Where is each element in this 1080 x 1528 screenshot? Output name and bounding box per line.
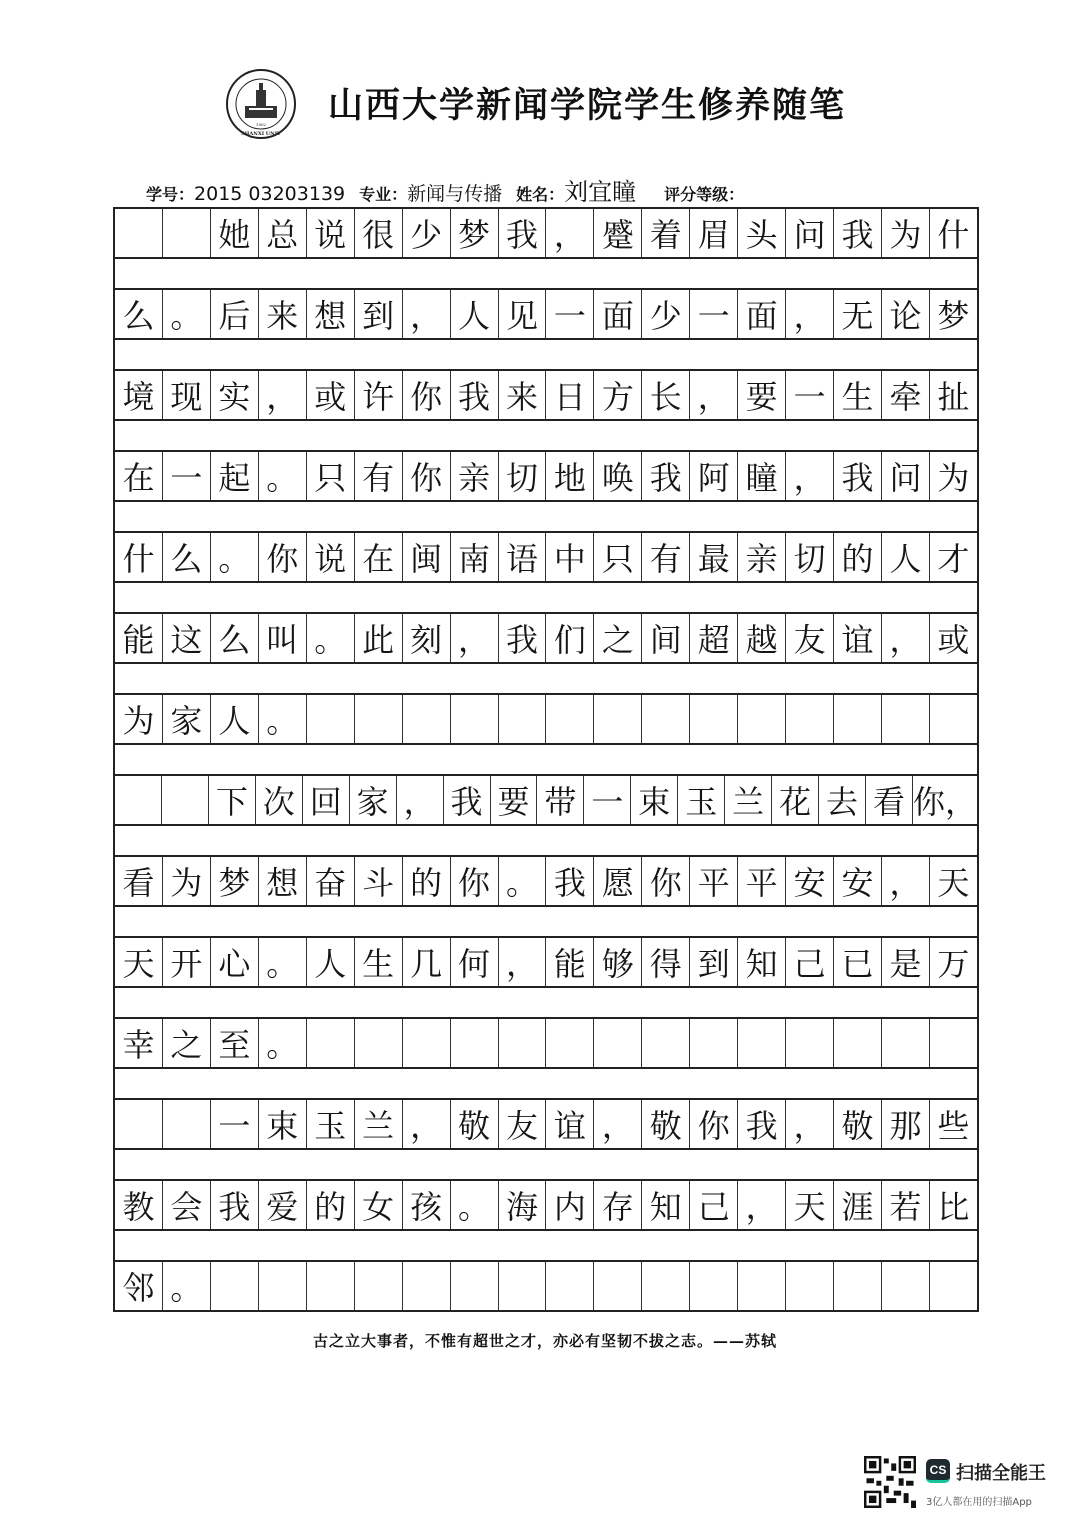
- grid-row: [115, 693, 977, 745]
- grid-cell: ，: [882, 614, 930, 662]
- grid-cell: 一: [163, 452, 211, 500]
- grid-cell: 们: [546, 614, 594, 662]
- grid-cell: 无: [834, 290, 882, 338]
- grid-cell: 平: [738, 857, 786, 905]
- grid-cell: [499, 1019, 547, 1067]
- grid-cell: 己: [786, 938, 834, 986]
- grid-cell: [259, 1262, 307, 1310]
- grid-row: [115, 1260, 977, 1312]
- grid-cell: 论: [882, 290, 930, 338]
- grid-cell: 实: [211, 371, 259, 419]
- grid-cell: [882, 1262, 930, 1310]
- grid-cell: 友: [499, 1100, 547, 1148]
- row-gap: [115, 907, 977, 936]
- university-seal-logo: [225, 68, 297, 140]
- grid-cell: [690, 1262, 738, 1310]
- grid-cell: 我: [499, 209, 547, 257]
- grid-cell: 够: [594, 938, 642, 986]
- grid-cell: [738, 695, 786, 743]
- grid-cell: 为: [937, 459, 970, 497]
- grid-cell: 。: [259, 452, 307, 500]
- grid-cell: 之: [163, 1019, 211, 1067]
- major-value: 新闻与传播: [407, 183, 503, 205]
- grid-row: [115, 1098, 977, 1150]
- grid-cell: 会: [163, 1181, 211, 1229]
- grid-cell: 少: [403, 209, 451, 257]
- grid-cell: [355, 1262, 403, 1310]
- grid-cell: [403, 695, 451, 743]
- grid-cell: 带: [537, 776, 584, 824]
- grid-cell: [163, 209, 211, 257]
- row-gap: [115, 1231, 977, 1260]
- grid-cell: ，: [397, 776, 444, 824]
- grid-cell: 生: [355, 938, 403, 986]
- grid-cell: [115, 776, 162, 824]
- grid-cell: 我: [642, 452, 690, 500]
- row-gap: [115, 745, 977, 774]
- grid-cell: 涯: [834, 1181, 882, 1229]
- grid-cell: 能: [115, 614, 163, 662]
- grid-cell: 海: [499, 1181, 547, 1229]
- grid-cell: [930, 1262, 977, 1310]
- grid-cell: 最: [690, 533, 738, 581]
- student-info-line: [146, 172, 744, 207]
- grid-cell: 我: [834, 209, 882, 257]
- grid-cell: 蹙: [594, 209, 642, 257]
- writing-grid: [113, 207, 979, 1312]
- grid-cell: 幸: [115, 1019, 163, 1067]
- grid-cell: 或: [307, 371, 355, 419]
- student-id-value: 2015 03203139: [194, 183, 346, 205]
- grid-cell: [882, 695, 930, 743]
- grid-cell: [163, 1100, 211, 1148]
- grid-cell: 斗: [355, 857, 403, 905]
- grid-cell: 人: [307, 938, 355, 986]
- grid-cell: 问: [882, 452, 930, 500]
- grid-cell: 比: [937, 1188, 970, 1226]
- grid-cell: 亲: [738, 533, 786, 581]
- grid-cell: 玉: [678, 776, 725, 824]
- grid-cell: 。: [163, 290, 211, 338]
- grid-cell: 能: [546, 938, 594, 986]
- grid-cell: 。: [259, 695, 307, 743]
- grid-cell: 要: [738, 371, 786, 419]
- grid-cell: ，: [690, 371, 738, 419]
- grid-cell: 我: [451, 371, 499, 419]
- grid-cell: 我: [211, 1181, 259, 1229]
- grid-cell: 玉: [307, 1100, 355, 1148]
- scanner-watermark: [864, 1456, 1046, 1508]
- grid-cell: 间: [642, 614, 690, 662]
- grid-cell: 平: [690, 857, 738, 905]
- grid-cell: 么: [211, 614, 259, 662]
- row-gap: [115, 1150, 977, 1179]
- grid-cell: ，: [594, 1100, 642, 1148]
- grid-cell: 你: [642, 857, 690, 905]
- grid-cell: 友: [786, 614, 834, 662]
- name-label: 姓名：: [516, 185, 565, 204]
- grid-cell: 为: [115, 695, 163, 743]
- grid-cell: [834, 695, 882, 743]
- grid-cell: 敬: [451, 1100, 499, 1148]
- row-gap: [115, 664, 977, 693]
- grid-cell: 些: [937, 1107, 970, 1145]
- grid-cell: [499, 1262, 547, 1310]
- grid-cell: 来: [259, 290, 307, 338]
- grid-cell: 一: [584, 776, 631, 824]
- grid-cell: 要: [491, 776, 538, 824]
- camscanner-logo-icon: CS: [926, 1459, 950, 1483]
- grid-cell: 见: [499, 290, 547, 338]
- grid-cell: 安: [786, 857, 834, 905]
- grid-row: [115, 531, 977, 583]
- grid-cell: 兰: [725, 776, 772, 824]
- grid-cell: 。: [451, 1181, 499, 1229]
- grid-cell: [786, 1019, 834, 1067]
- grid-cell: [403, 1262, 451, 1310]
- grid-row: [115, 612, 977, 664]
- grid-cell: [738, 1019, 786, 1067]
- grid-cell: [451, 695, 499, 743]
- grid-cell: 你: [403, 371, 451, 419]
- grid-cell: 我: [738, 1100, 786, 1148]
- grid-cell: [786, 1262, 834, 1310]
- grid-cell: [307, 1019, 355, 1067]
- grid-cell: [594, 1262, 642, 1310]
- grid-cell: 方: [594, 371, 642, 419]
- grid-cell: 刻: [403, 614, 451, 662]
- grid-cell: 开: [163, 938, 211, 986]
- grid-cell: 为: [882, 209, 930, 257]
- grid-cell: 到: [690, 938, 738, 986]
- grid-cell: 那: [882, 1100, 930, 1148]
- grid-cell: [738, 1262, 786, 1310]
- grid-cell: 谊: [546, 1100, 594, 1148]
- grid-cell: 你，: [912, 783, 977, 821]
- row-gap: [115, 826, 977, 855]
- grid-cell: 何: [451, 938, 499, 986]
- grid-cell: 兰: [355, 1100, 403, 1148]
- grid-cell: 闽: [403, 533, 451, 581]
- grid-cell: 只: [594, 533, 642, 581]
- grid-cell: [499, 695, 547, 743]
- grid-cell: ，: [738, 1181, 786, 1229]
- grid-cell: 么: [115, 290, 163, 338]
- grid-cell: 眉: [690, 209, 738, 257]
- grid-cell: 人: [882, 533, 930, 581]
- grid-cell: 看: [866, 776, 913, 824]
- grid-cell: [642, 1019, 690, 1067]
- grid-cell: ，: [882, 857, 930, 905]
- grid-cell: 来: [499, 371, 547, 419]
- grid-cell: 邻: [115, 1262, 163, 1310]
- grid-cell: 越: [738, 614, 786, 662]
- grid-cell: ，: [546, 209, 594, 257]
- grid-cell: [355, 1019, 403, 1067]
- grid-cell: 有: [355, 452, 403, 500]
- grid-cell: 奋: [307, 857, 355, 905]
- grid-cell: 梦: [451, 209, 499, 257]
- grid-cell: [451, 1019, 499, 1067]
- grid-cell: 天: [115, 938, 163, 986]
- grid-cell: 谊: [834, 614, 882, 662]
- grid-cell: 已: [834, 938, 882, 986]
- grid-cell: 只: [307, 452, 355, 500]
- grid-cell: 一: [786, 371, 834, 419]
- grid-cell: 面: [594, 290, 642, 338]
- grid-cell: 切: [499, 452, 547, 500]
- grid-cell: 下: [209, 776, 256, 824]
- grid-cell: 爱: [259, 1181, 307, 1229]
- grid-cell: 的: [307, 1181, 355, 1229]
- student-id-label: 学号：: [146, 185, 195, 204]
- grid-cell: 少: [642, 290, 690, 338]
- grid-row: [115, 450, 977, 502]
- grid-cell: [834, 1019, 882, 1067]
- grid-cell: 一: [546, 290, 594, 338]
- row-gap: [115, 259, 977, 288]
- grid-cell: [690, 1019, 738, 1067]
- grid-cell: 中: [546, 533, 594, 581]
- grid-cell: 教: [115, 1181, 163, 1229]
- row-gap: [115, 988, 977, 1017]
- grid-cell: 孩: [403, 1181, 451, 1229]
- grid-cell: 瞳: [738, 452, 786, 500]
- grid-cell: 得: [642, 938, 690, 986]
- grid-cell: 万: [937, 945, 970, 983]
- grid-cell: 超: [690, 614, 738, 662]
- grid-cell: 现: [163, 371, 211, 419]
- grid-cell: 她: [211, 209, 259, 257]
- grid-cell: 敬: [834, 1100, 882, 1148]
- grid-cell: 知: [642, 1181, 690, 1229]
- grid-cell: 是: [882, 938, 930, 986]
- grid-cell: 梦: [211, 857, 259, 905]
- grid-cell: 才: [937, 540, 970, 578]
- grid-cell: 扯: [937, 378, 970, 416]
- row-gap: [115, 502, 977, 531]
- grid-cell: 问: [786, 209, 834, 257]
- grid-cell: ，: [403, 290, 451, 338]
- grid-cell: 我: [546, 857, 594, 905]
- grid-cell: 头: [738, 209, 786, 257]
- grid-cell: 语: [499, 533, 547, 581]
- grid-cell: [162, 776, 209, 824]
- grid-cell: 很: [355, 209, 403, 257]
- grid-cell: 着: [642, 209, 690, 257]
- grid-cell: 此: [355, 614, 403, 662]
- grid-cell: [546, 1262, 594, 1310]
- grid-cell: 天: [937, 864, 970, 902]
- grid-row: [115, 1017, 977, 1069]
- grid-cell: 在: [355, 533, 403, 581]
- grid-cell: 么: [163, 533, 211, 581]
- grid-cell: 面: [738, 290, 786, 338]
- grid-cell: 有: [642, 533, 690, 581]
- grid-cell: 一: [211, 1100, 259, 1148]
- grid-cell: 我: [499, 614, 547, 662]
- grid-row: [115, 936, 977, 988]
- grid-cell: 花: [772, 776, 819, 824]
- grid-cell: 次: [256, 776, 303, 824]
- page-title: 山西大学新闻学院学生修养随笔: [328, 85, 847, 126]
- grid-cell: 。: [259, 938, 307, 986]
- grid-cell: 天: [786, 1181, 834, 1229]
- grid-cell: 南: [451, 533, 499, 581]
- grid-row: [115, 288, 977, 340]
- grid-cell: [786, 695, 834, 743]
- grid-cell: 你: [403, 452, 451, 500]
- grid-cell: 生: [834, 371, 882, 419]
- row-gap: [115, 1069, 977, 1098]
- grid-cell: 我: [444, 776, 491, 824]
- grid-cell: ，: [403, 1100, 451, 1148]
- grid-cell: 愿: [594, 857, 642, 905]
- grid-cell: 。: [259, 1019, 307, 1067]
- grid-cell: 你: [690, 1100, 738, 1148]
- footer-quote: 古之立大事者，不惟有超世之才，亦必有坚韧不拔之志。——苏轼: [312, 1332, 777, 1350]
- grid-cell: [546, 1019, 594, 1067]
- grid-cell: 回: [303, 776, 350, 824]
- grid-cell: 日: [546, 371, 594, 419]
- grid-row: [115, 1179, 977, 1231]
- grid-cell: [115, 209, 163, 257]
- grid-cell: 知: [738, 938, 786, 986]
- grid-cell: [594, 1019, 642, 1067]
- name-value: 刘宜瞳: [564, 178, 637, 206]
- grid-cell: 我: [834, 452, 882, 500]
- grid-row: [115, 207, 977, 259]
- grid-cell: [930, 1019, 977, 1067]
- grid-cell: 的: [403, 857, 451, 905]
- grid-cell: 至: [211, 1019, 259, 1067]
- grid-cell: 人: [451, 290, 499, 338]
- grid-cell: 什: [937, 216, 970, 254]
- grid-cell: 。: [211, 533, 259, 581]
- grid-cell: ，: [451, 614, 499, 662]
- grid-row: [115, 369, 977, 421]
- grid-cell: 人: [211, 695, 259, 743]
- grid-cell: 你: [451, 857, 499, 905]
- grid-cell: [642, 695, 690, 743]
- grid-cell: 女: [355, 1181, 403, 1229]
- grid-cell: 己: [690, 1181, 738, 1229]
- row-gap: [115, 421, 977, 450]
- grid-cell: 长: [642, 371, 690, 419]
- grid-cell: [115, 1100, 163, 1148]
- grid-cell: 牵: [882, 371, 930, 419]
- svg-text:1902: 1902: [255, 122, 267, 127]
- grid-cell: [307, 695, 355, 743]
- grid-cell: 想: [259, 857, 307, 905]
- grid-cell: 亲: [451, 452, 499, 500]
- grid-cell: ，: [259, 371, 307, 419]
- grade-label: 评分等级：: [664, 185, 745, 204]
- grid-cell: 束: [259, 1100, 307, 1148]
- app-tagline: 3亿人都在用的扫描App: [926, 1497, 1032, 1508]
- grid-cell: 想: [307, 290, 355, 338]
- grid-cell: 为: [163, 857, 211, 905]
- grid-cell: 或: [937, 621, 970, 659]
- grid-cell: [642, 1262, 690, 1310]
- qr-code-icon: [864, 1456, 916, 1508]
- grid-cell: 若: [882, 1181, 930, 1229]
- grid-cell: 看: [115, 857, 163, 905]
- grid-cell: 一: [690, 290, 738, 338]
- grid-cell: 你: [259, 533, 307, 581]
- grid-cell: 的: [834, 533, 882, 581]
- grid-cell: 之: [594, 614, 642, 662]
- grid-cell: 许: [355, 371, 403, 419]
- grid-cell: ，: [786, 1100, 834, 1148]
- grid-cell: 后: [211, 290, 259, 338]
- grid-cell: 几: [403, 938, 451, 986]
- grid-cell: 境: [115, 371, 163, 419]
- grid-cell: 什: [115, 533, 163, 581]
- row-gap: [115, 340, 977, 369]
- grid-cell: 内: [546, 1181, 594, 1229]
- svg-text:SHANXI UNIV: SHANXI UNIV: [241, 131, 281, 137]
- grid-cell: ，: [786, 290, 834, 338]
- grid-cell: 切: [786, 533, 834, 581]
- grid-cell: [594, 695, 642, 743]
- grid-cell: 梦: [937, 297, 970, 335]
- grid-cell: [546, 695, 594, 743]
- grid-cell: [930, 695, 977, 743]
- grid-cell: 到: [355, 290, 403, 338]
- grid-cell: 家: [350, 776, 397, 824]
- grid-cell: [307, 1262, 355, 1310]
- row-gap: [115, 583, 977, 612]
- grid-cell: 说: [307, 209, 355, 257]
- grid-cell: 在: [115, 452, 163, 500]
- grid-cell: 家: [163, 695, 211, 743]
- grid-row: [115, 855, 977, 907]
- grid-cell: [451, 1262, 499, 1310]
- grid-row: [115, 774, 977, 826]
- grid-cell: 这: [163, 614, 211, 662]
- grid-cell: [355, 695, 403, 743]
- grid-cell: [882, 1019, 930, 1067]
- grid-cell: ，: [786, 452, 834, 500]
- grid-cell: 。: [499, 857, 547, 905]
- grid-cell: 束: [631, 776, 678, 824]
- grid-cell: 。: [163, 1262, 211, 1310]
- grid-cell: [834, 1262, 882, 1310]
- grid-cell: 地: [546, 452, 594, 500]
- app-name: 扫描全能王: [956, 1463, 1046, 1484]
- grid-cell: 总: [259, 209, 307, 257]
- grid-cell: 唤: [594, 452, 642, 500]
- grid-cell: 叫: [259, 614, 307, 662]
- grid-cell: [403, 1019, 451, 1067]
- grid-cell: 。: [307, 614, 355, 662]
- grid-cell: 阿: [690, 452, 738, 500]
- major-label: 专业：: [359, 185, 408, 204]
- grid-cell: [690, 695, 738, 743]
- grid-cell: 安: [834, 857, 882, 905]
- grid-cell: [211, 1262, 259, 1310]
- grid-cell: 心: [211, 938, 259, 986]
- grid-cell: 说: [307, 533, 355, 581]
- grid-cell: 存: [594, 1181, 642, 1229]
- grid-cell: 起: [211, 452, 259, 500]
- grid-cell: 去: [819, 776, 866, 824]
- grid-cell: ，: [499, 938, 547, 986]
- grid-cell: 敬: [642, 1100, 690, 1148]
